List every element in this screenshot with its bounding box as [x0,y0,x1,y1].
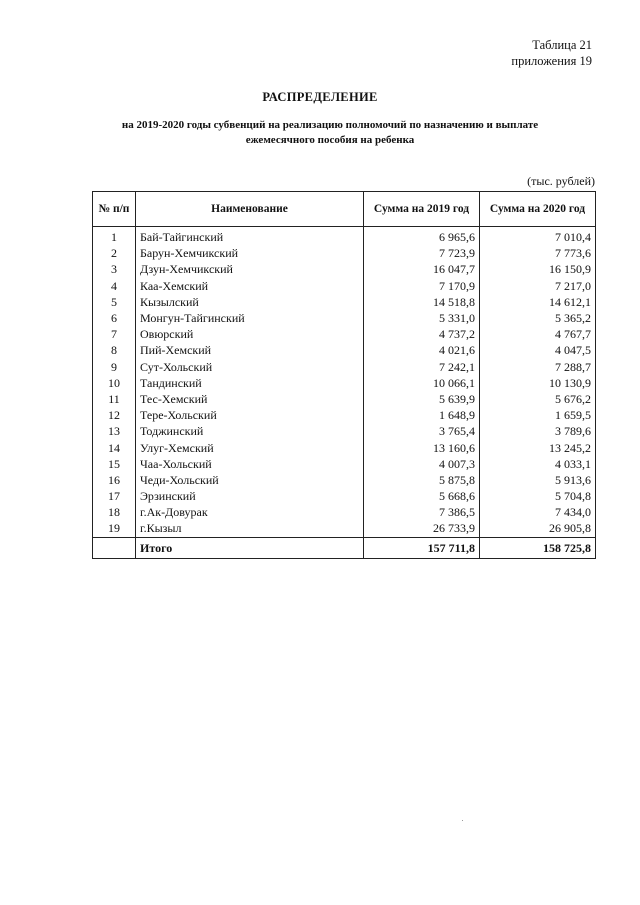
row-number: 14 [93,439,136,455]
table-total-row [93,537,596,558]
row-sum-2019: 14 518,8 [364,294,480,310]
row-number: 10 [93,375,136,391]
row-sum-2020: 7 773,6 [480,245,596,261]
row-name: г.Кызыл [136,520,364,537]
row-sum-2019: 1 648,9 [364,407,480,423]
row-sum-2019: 13 160,6 [364,439,480,455]
table-row [93,294,596,310]
row-sum-2019: 4 021,6 [364,342,480,358]
row-sum-2019: 7 242,1 [364,359,480,375]
row-name: Монгун-Тайгинский [136,310,364,326]
row-number: 9 [93,359,136,375]
row-sum-2020: 13 245,2 [480,439,596,455]
row-name: Сут-Хольский [136,359,364,375]
table-row [93,423,596,439]
row-sum-2020: 5 365,2 [480,310,596,326]
table-row [93,245,596,261]
row-sum-2020: 5 913,6 [480,472,596,488]
subtitle-line-1: на 2019-2020 годы субвенций на реализацию полномочий по назначению и выплате [121,119,539,131]
table-body [93,227,596,538]
row-sum-2019: 5 331,0 [364,310,480,326]
row-sum-2019: 16 047,7 [364,261,480,277]
row-name: Чаа-Хольский [136,456,364,472]
row-sum-2020: 4 033,1 [480,456,596,472]
row-sum-2019: 3 765,4 [364,423,480,439]
row-number: 18 [93,504,136,520]
table-row [93,326,596,342]
row-number: 2 [93,245,136,261]
row-sum-2019: 7 386,5 [364,504,480,520]
row-name: Тес-Хемский [136,391,364,407]
table-row [93,261,596,277]
column-header-2019: Сумма на 2019 год [364,192,480,227]
row-sum-2020: 4 047,5 [480,342,596,358]
units-label: (тыс. рублей) [527,174,595,188]
row-sum-2019: 7 170,9 [364,278,480,294]
table-row [93,310,596,326]
column-header-number: № п/п [93,192,136,227]
row-name: Кызылский [136,294,364,310]
row-sum-2020: 10 130,9 [480,375,596,391]
row-number: 11 [93,391,136,407]
table-row [93,472,596,488]
table-row [93,520,596,537]
row-sum-2019: 4 007,3 [364,456,480,472]
scan-speck [462,820,463,821]
total-label: Итого [136,537,364,558]
row-name: Барун-Хемчикский [136,245,364,261]
row-sum-2020: 5 676,2 [480,391,596,407]
row-sum-2019: 4 737,2 [364,326,480,342]
distribution-table [92,191,596,559]
row-sum-2019: 5 668,6 [364,488,480,504]
row-number: 7 [93,326,136,342]
row-sum-2020: 16 150,9 [480,261,596,277]
row-sum-2020: 7 434,0 [480,504,596,520]
total-2020: 158 725,8 [480,537,596,558]
row-number: 15 [93,456,136,472]
table-row [93,504,596,520]
column-header-name: Наименование [136,192,364,227]
row-sum-2020: 7 010,4 [480,227,596,246]
row-sum-2020: 26 905,8 [480,520,596,537]
row-name: Улуг-Хемский [136,439,364,455]
row-name: Бай-Тайгинский [136,227,364,246]
table-row [93,227,596,246]
appendix-number: приложения 19 [511,54,592,68]
document-title: РАСПРЕДЕЛЕНИЕ [262,90,378,104]
row-name: Пий-Хемский [136,342,364,358]
row-number: 17 [93,488,136,504]
total-number-cell [93,537,136,558]
row-sum-2020: 4 767,7 [480,326,596,342]
row-number: 5 [93,294,136,310]
row-name: Тандинский [136,375,364,391]
row-name: Тере-Хольский [136,407,364,423]
total-2019: 157 711,8 [364,537,480,558]
row-sum-2020: 7 217,0 [480,278,596,294]
row-sum-2020: 1 659,5 [480,407,596,423]
table-row [93,488,596,504]
row-number: 8 [93,342,136,358]
row-number: 13 [93,423,136,439]
table-row [93,359,596,375]
document-subtitle [90,118,570,148]
table-header-row [93,192,596,227]
table-row [93,391,596,407]
row-name: Дзун-Хемчикский [136,261,364,277]
row-number: 19 [93,520,136,537]
row-name: Овюрский [136,326,364,342]
row-number: 12 [93,407,136,423]
table-row [93,342,596,358]
row-sum-2019: 5 639,9 [364,391,480,407]
row-sum-2019: 6 965,6 [364,227,480,246]
row-number: 6 [93,310,136,326]
subtitle-line-2: ежемесячного пособия на ребенка [245,134,415,146]
row-sum-2020: 5 704,8 [480,488,596,504]
column-header-2020: Сумма на 2020 год [480,192,596,227]
table-row [93,456,596,472]
row-sum-2020: 14 612,1 [480,294,596,310]
table-reference [511,37,592,69]
row-sum-2019: 26 733,9 [364,520,480,537]
table-row [93,278,596,294]
row-sum-2019: 5 875,8 [364,472,480,488]
table-number: Таблица 21 [532,38,592,52]
row-name: Каа-Хемский [136,278,364,294]
table-row [93,439,596,455]
row-sum-2019: 7 723,9 [364,245,480,261]
row-sum-2020: 7 288,7 [480,359,596,375]
table-row [93,375,596,391]
row-name: Тоджинский [136,423,364,439]
row-sum-2019: 10 066,1 [364,375,480,391]
row-name: Эрзинский [136,488,364,504]
row-number: 3 [93,261,136,277]
row-name: г.Ак-Довурак [136,504,364,520]
row-number: 16 [93,472,136,488]
row-number: 1 [93,227,136,246]
table-row [93,407,596,423]
row-number: 4 [93,278,136,294]
row-name: Чеди-Хольский [136,472,364,488]
row-sum-2020: 3 789,6 [480,423,596,439]
